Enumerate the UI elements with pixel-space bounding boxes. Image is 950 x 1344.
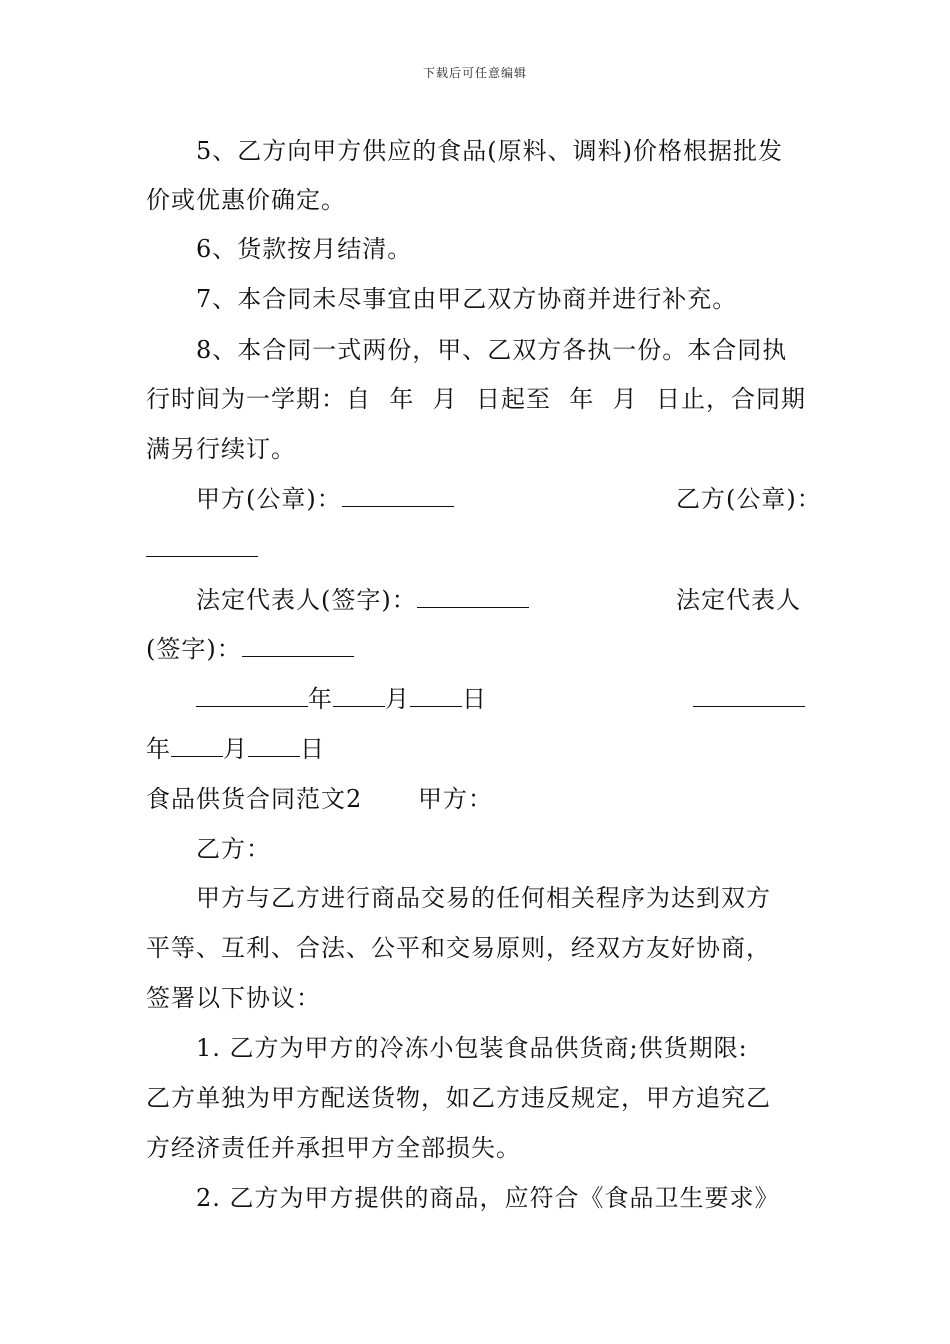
date-a-month-label: 月 <box>385 685 410 713</box>
date-b-month-blank <box>171 734 223 757</box>
date-b-year-blank <box>693 684 805 707</box>
clause-8-line-1: 8、本合同一式两份，甲、乙双方各执一份。本合同执 <box>196 336 788 364</box>
date-a-day-blank <box>410 684 462 707</box>
clause-8-word: 月 <box>612 385 638 413</box>
party-b-seal-label: 乙方(公章)： <box>676 485 822 513</box>
date-b-day-label: 日 <box>300 735 325 763</box>
legal-rep-b-sign-label: (签字)： <box>146 635 242 663</box>
party-a-seal-row <box>196 484 454 514</box>
clause-8-word: 月 <box>432 385 458 413</box>
clause-5-line-2: 价或优惠价确定。 <box>146 186 346 214</box>
legal-rep-b-row <box>146 634 354 664</box>
page-header: 下载后可任意编辑 <box>422 66 527 80</box>
sample-2-party-b: 乙方： <box>196 835 271 863</box>
date-b-month-label: 月 <box>223 735 248 763</box>
sample-2-intro-line-2: 平等、互利、合法、公平和交易原则，经双方友好协商， <box>146 934 771 962</box>
date-a-year-blank <box>196 684 308 707</box>
clause-6: 6、货款按月结清。 <box>196 235 413 263</box>
clause-8-word: 日止，合同期 <box>655 385 806 413</box>
party-a-seal-label: 甲方(公章)： <box>196 485 342 513</box>
clause-8-word: 日起至 <box>475 385 551 413</box>
clause-8-line-3: 满另行续订。 <box>146 435 296 463</box>
sample-2-intro-line-1: 甲方与乙方进行商品交易的任何相关程序为达到双方 <box>196 884 771 912</box>
legal-rep-a-label: 法定代表人(签字)： <box>196 586 417 614</box>
date-a-row <box>196 684 487 714</box>
clause-8-word: 年 <box>569 385 595 413</box>
sample-2-clause-1-line-3: 方经济责任并承担甲方全部损失。 <box>146 1134 521 1162</box>
party-a-seal-blank <box>342 484 454 507</box>
legal-rep-a-row <box>196 585 529 615</box>
sample-2-clause-2-line-1: 2. 乙方为甲方提供的商品，应符合《食品卫生要求》 <box>196 1184 780 1212</box>
date-b-row <box>146 734 325 764</box>
date-a-month-blank <box>333 684 385 707</box>
sample-2-title: 食品供货合同范文2 <box>146 785 363 813</box>
date-b-year-label: 年 <box>146 735 171 763</box>
party-b-seal-row <box>146 534 258 564</box>
sample-2-clause-1-line-1: 1. 乙方为甲方的冷冻小包装食品供货商;供货期限: <box>196 1034 748 1062</box>
date-a-year-label: 年 <box>308 685 333 713</box>
legal-rep-b-label: 法定代表人 <box>676 586 801 614</box>
sample-2-intro-line-3: 签署以下协议： <box>146 984 321 1012</box>
date-b-year-blank-row <box>693 684 805 714</box>
clause-8-word: 行时间为一学期：自 <box>146 385 371 413</box>
sample-2-party-a: 甲方： <box>418 785 493 813</box>
clause-7: 7、本合同未尽事宜由甲乙双方协商并进行补充。 <box>196 285 738 313</box>
legal-rep-b-blank <box>242 634 354 657</box>
legal-rep-a-blank <box>417 585 529 608</box>
sample-2-clause-1-line-2: 乙方单独为甲方配送货物，如乙方违反规定，甲方追究乙 <box>146 1084 771 1112</box>
clause-5-line-1: 5、乙方向甲方供应的食品(原料、调料)价格根据批发 <box>196 137 783 165</box>
date-b-day-blank <box>248 734 300 757</box>
clause-8-line-2 <box>146 384 806 414</box>
clause-8-word: 年 <box>389 385 415 413</box>
party-b-seal-blank <box>146 534 258 557</box>
date-a-day-label: 日 <box>462 685 487 713</box>
